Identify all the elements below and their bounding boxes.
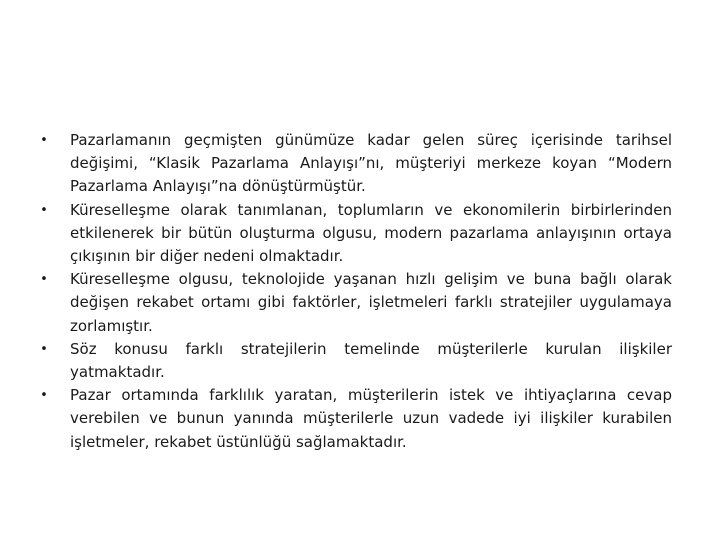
bullet-list <box>38 129 672 454</box>
bullet-text: Küreselleşme olgusu, teknolojide yaşanan hızlı gelişim ve buna bağlı olarak değişen rekabet ortamı gibi faktörler, işletmeleri farklı stratejiler uygulamaya zorlamıştır. <box>70 270 672 335</box>
bullet-item <box>38 338 672 384</box>
bullet-marker: • <box>40 133 48 148</box>
bullet-item <box>38 129 672 199</box>
bullet-marker: • <box>40 272 48 288</box>
bullet-item <box>38 199 672 269</box>
bullet-text: Küreselleşme olarak tanımlanan, toplumların ve ekonomilerin birbirlerinden etkilenerek bir bütün oluşturma olgusu, modern pazarlama anlayışının ortaya çıkışının bir diğer nedeni olmaktadır. <box>70 200 672 266</box>
bullet-item <box>38 384 672 454</box>
bullet-text: Pazar ortamında farklılık yaratan, müşterilerin istek ve ihtiyaçlarına cevap verebilen ve bunun yanında müşterilerle uzun vadede iyi ilişkiler kurabilen işletmeler, rekabet üstünlüğü sağlamaktadır. <box>70 386 672 451</box>
bullet-text: Pazarlamanın geçmişten günümüze kadar gelen süreç içerisinde tarihsel değişimi, “Klasik Pazarlama Anlayışı”nı, müşteriyi merkeze koyan “Modern Pazarlama Anlayışı”na dönüştürmüştür. <box>70 131 672 196</box>
bullet-marker: • <box>40 202 48 218</box>
bullet-marker: • <box>40 341 48 357</box>
bullet-item <box>38 268 672 338</box>
bullet-marker: • <box>40 388 48 404</box>
bullet-text: Söz konusu farklı stratejilerin temelinde müşterilerle kurulan ilişkiler yatmaktadır. <box>70 339 672 382</box>
